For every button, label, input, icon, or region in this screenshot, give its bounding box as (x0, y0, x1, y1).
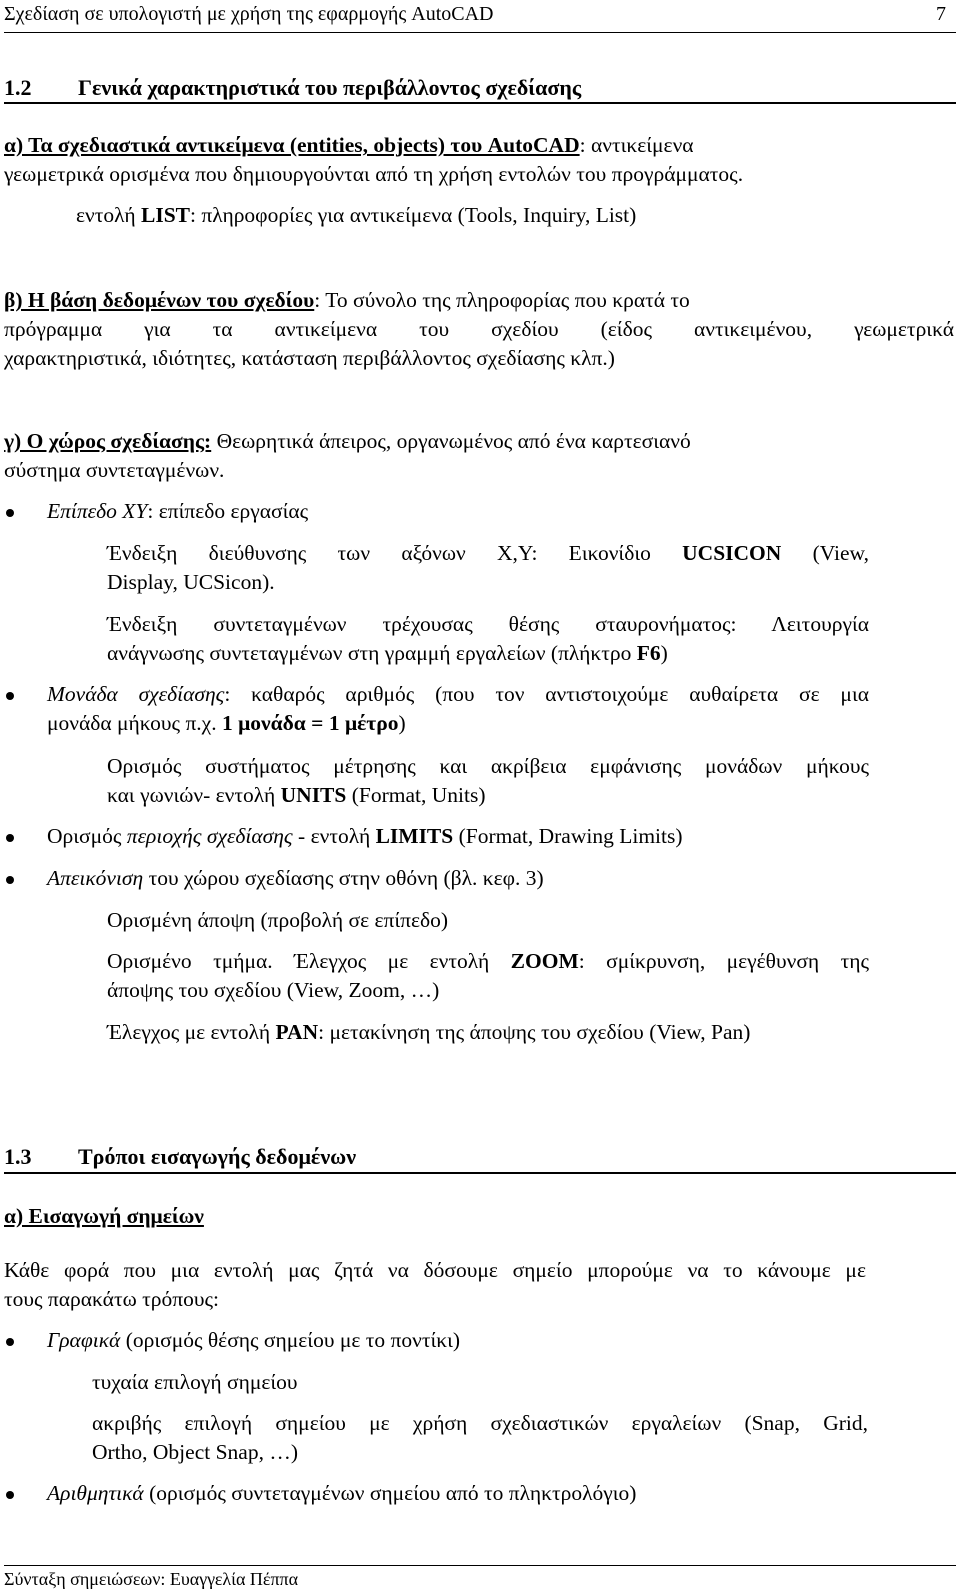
coords-line1: Ένδειξη συντεταγμένων τρέχουσας θέσης σταυρονήματος: Λειτουργία (107, 612, 869, 636)
ucsicon-line2: Display, UCSicon). (107, 570, 275, 594)
zoom-line1: Ορισμένο τμήμα. Έλεγχος με εντολή ZOOM: σμίκρυνση, μεγέθυνση της (107, 949, 869, 973)
item-c-label: γ) Ο χώρος σχεδίασης: (4, 429, 212, 453)
bullet-icon (6, 1491, 14, 1499)
section-1-2-title: Γενικά χαρακτηριστικά του περιβάλλοντος σχεδίασης (78, 75, 582, 100)
footer-rule (4, 1565, 956, 1566)
item-b-label: β) Η βάση δεδομένων του σχεδίου (4, 288, 315, 312)
list-command: LIST (141, 203, 191, 227)
bullet-limits: Ορισμός περιοχής σχεδίασης - εντολή LIMITS (Format, Drawing Limits) (47, 824, 683, 848)
item-b-line1: β) Η βάση δεδομένων του σχεδίου: Το σύνολο της πληροφορίας που κρατά το (4, 288, 690, 312)
item-a-text: : αντικείμενα (579, 133, 694, 157)
points-intro-line2: τους παρακάτω τρόπους: (4, 1287, 219, 1311)
units-line1: Ορισμός συστήματος μέτρησης και ακρίβεια εμφάνισης μονάδων μήκους (107, 754, 869, 778)
section-1-3-title: Τρόποι εισαγωγής δεδομένων (78, 1144, 357, 1169)
view-line: Ορισμένη άποψη (προβολή σε επίπεδο) (107, 908, 449, 932)
points-heading: α) Εισαγωγή σημείων (4, 1204, 204, 1228)
section-1-3-number: 1.3 (4, 1144, 32, 1169)
coords-line2: ανάγνωσης συντεταγμένων στη γραμμή εργαλείων (πλήκτρο F6) (107, 641, 668, 665)
bullet-graphical: Γραφικά (ορισμός θέσης σημείου με το ποντίκι) (47, 1328, 461, 1352)
item-a-command: εντολή LIST: πληροφορίες για αντικείμενα (Tools, Inquiry, List) (76, 203, 637, 227)
exact-point-line2: Ortho, Object Snap, …) (92, 1440, 299, 1464)
bullet-plane-xy: Επίπεδο XY: επίπεδο εργασίας (47, 499, 309, 523)
footer-author: Σύνταξη σημειώσεων: Ευαγγελία Πέππα (4, 1569, 299, 1589)
section-1-2-rule (4, 102, 956, 104)
bullet-icon (6, 834, 14, 842)
bullet-drawing-unit-line2: μονάδα μήκους π.χ. 1 μονάδα = 1 μέτρο) (47, 711, 406, 735)
page-number: 7 (936, 3, 946, 25)
bullet-numeric: Αριθμητικά (ορισμός συντεταγμένων σημείου από το πληκτρολόγιο) (47, 1481, 637, 1505)
pan-line: Έλεγχος με εντολή PAN: μετακίνηση της άποψης του σχεδίου (View, Pan) (107, 1020, 751, 1044)
bullet-drawing-unit-line1: Μονάδα σχεδίασης: καθαρός αριθμός (που τον αντιστοιχούμε αυθαίρετα σε μια (47, 682, 869, 706)
zoom-line2: άποψης του σχεδίου (View, Zoom, …) (107, 978, 440, 1002)
bullet-icon (6, 1338, 14, 1346)
units-line2: και γωνιών- εντολή UNITS (Format, Units) (107, 783, 486, 807)
ucsicon-line1: Ένδειξη διεύθυνσης των αξόνων X,Y: Εικονίδιο UCSICON (View, (107, 541, 869, 565)
item-c-line2: σύστημα συντεταγμένων. (4, 458, 225, 482)
running-header-title: Σχεδίαση σε υπολογιστή με χρήση της εφαρμογής AutoCAD (4, 3, 494, 25)
section-1-3-rule (4, 1172, 956, 1174)
header-rule (4, 32, 956, 33)
points-intro-line1: Κάθε φορά που μια εντολή μας ζητά να δόσουμε σημείο μπορούμε να το κάνουμε με (4, 1258, 866, 1282)
bullet-display: Απεικόνιση του χώρου σχεδίασης στην οθόνη (βλ. κεφ. 3) (47, 866, 544, 890)
bullet-icon (6, 692, 14, 700)
item-b-line3: χαρακτηριστικά, ιδιότητες, κατάσταση περιβάλλοντος σχεδίασης κλπ.) (4, 346, 615, 370)
item-b-line2: πρόγραμμα για τα αντικείμενα του σχεδίου (είδος αντικειμένου, γεωμετρικά (4, 317, 954, 341)
item-a-label: α) Τα σχεδιαστικά αντικείμενα (entities, objects) του AutoCAD (4, 133, 580, 157)
item-a-line2: γεωμετρικά ορισμένα που δημιουργούνται από τη χρήση εντολών του προγράμματος. (4, 162, 744, 186)
bullet-icon (6, 509, 14, 517)
exact-point-line1: ακριβής επιλογή σημείου με χρήση σχεδιαστικών εργαλείων (Snap, Grid, (92, 1411, 868, 1435)
section-1-2-number: 1.2 (4, 75, 32, 100)
item-a-line1 (4, 131, 694, 160)
item-c-line1: γ) Ο χώρος σχεδίασης: Θεωρητικά άπειρος, οργανωμένος από ένα καρτεσιανό (4, 429, 691, 453)
bullet-icon (6, 876, 14, 884)
random-point-line: τυχαία επιλογή σημείου (92, 1370, 298, 1394)
